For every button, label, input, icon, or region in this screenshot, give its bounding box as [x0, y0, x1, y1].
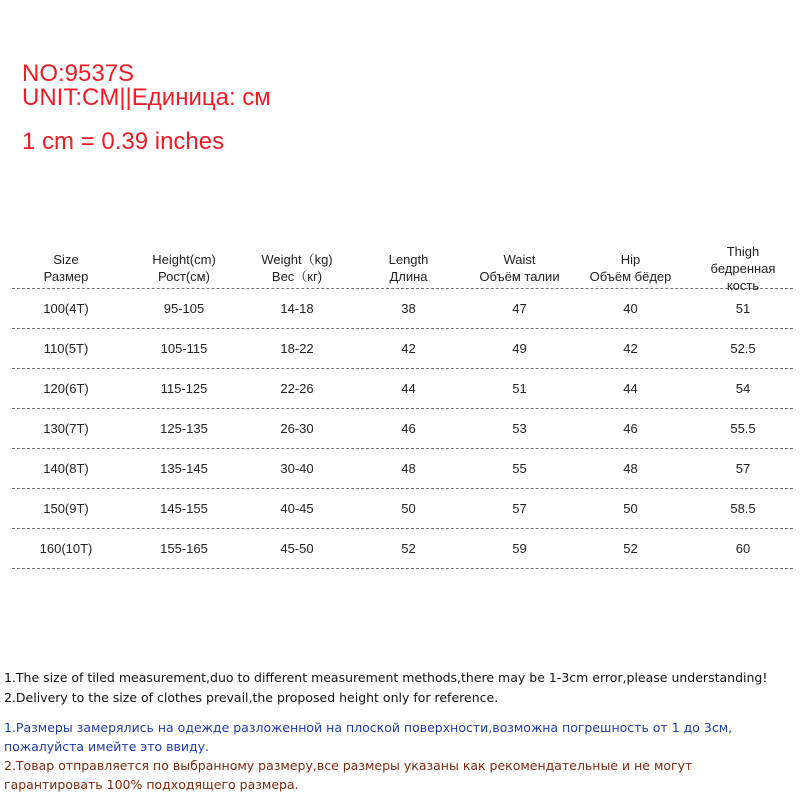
column-header-hip: [568, 251, 693, 285]
cell-height: 95-105: [163, 301, 205, 316]
cell-waist: 53: [512, 421, 527, 436]
cell-thigh: 58.5: [730, 501, 756, 516]
cell-thigh: 60: [735, 541, 751, 556]
table-row: [12, 449, 793, 489]
cell-size: 100(4T): [43, 301, 89, 316]
cell-length: 42: [401, 341, 416, 356]
cell-size: 110(5T): [43, 341, 89, 356]
cell-height: 105-115: [160, 341, 208, 356]
cell-waist: 47: [512, 301, 527, 316]
cell-weight: 18-22: [280, 341, 314, 356]
table-row: [12, 329, 793, 369]
table-row: [12, 409, 793, 449]
cell-size: 150(9T): [43, 501, 89, 516]
cell-size: 120(6T): [43, 381, 89, 396]
unit-label: UNIT:CM||Единица: см: [22, 84, 271, 111]
cell-weight: 26-30: [280, 421, 314, 436]
column-header-en: Height(cm): [152, 252, 216, 267]
cell-waist: 59: [512, 541, 527, 556]
column-header-en: Hip: [620, 252, 641, 267]
cell-length: 44: [401, 381, 416, 396]
cell-weight: 30-40: [280, 461, 314, 476]
cell-thigh: 57: [735, 461, 751, 476]
table-row: [12, 529, 793, 569]
cell-size: 130(7T): [43, 421, 89, 436]
russian-note-line: пожалуйста имейте это ввиду.: [4, 739, 209, 754]
cell-length: 38: [401, 301, 416, 316]
cell-waist: 55: [512, 461, 527, 476]
cell-hip: 42: [623, 341, 638, 356]
cell-thigh: 51: [735, 301, 751, 316]
cell-waist: 51: [512, 381, 527, 396]
column-header-ru: Вес（кг): [271, 269, 323, 284]
column-header-en: Length: [388, 252, 429, 267]
cell-height: 115-125: [160, 381, 208, 396]
cell-weight: 14-18: [280, 301, 314, 316]
cell-size: 140(8T): [43, 461, 89, 476]
cell-thigh: 52.5: [730, 341, 756, 356]
cell-hip: 48: [623, 461, 638, 476]
cell-height: 145-155: [160, 501, 208, 516]
column-header-height: [120, 251, 248, 285]
column-header-thigh: [693, 243, 793, 294]
cell-hip: 44: [623, 381, 638, 396]
cell-length: 46: [401, 421, 416, 436]
table-header-row: [12, 243, 793, 293]
model-number: NO:9537S: [22, 60, 135, 87]
column-header-ru: Размер: [43, 269, 89, 284]
russian-note-line: 2.Товар отправляется по выбранному размеру,все размеры указаны как рекомендательные и не могут: [4, 758, 693, 773]
english-note-1: 1.The size of tiled measurement,duo to different measurement methods,there may be 1-3cm error,please understanding!: [4, 670, 768, 685]
cell-length: 48: [401, 461, 416, 476]
column-header-ru: Рост(см): [158, 269, 210, 284]
cell-hip: 46: [623, 421, 638, 436]
russian-note-line: гарантировать 100% подходящего размера.: [4, 777, 299, 792]
cell-waist: 57: [512, 501, 527, 516]
column-header-en: Waist: [503, 252, 536, 267]
russian-note-line: 1.Размеры замерялись на одежде разложенной на плоской поверхности,возможна погрешность от 1 до 3см,: [4, 720, 733, 735]
english-notes: [4, 668, 800, 708]
russian-notes: [4, 718, 800, 794]
column-header-weight: [248, 251, 346, 285]
inch-conversion: 1 cm = 0.39 inches: [22, 128, 225, 155]
size-table: [12, 243, 793, 569]
cell-height: 155-165: [160, 541, 208, 556]
cell-weight: 45-50: [280, 541, 314, 556]
column-header-ru: Объём бёдер: [589, 269, 672, 284]
column-header-en: Thigh: [726, 243, 760, 259]
cell-hip: 50: [623, 501, 638, 516]
cell-length: 50: [401, 501, 416, 516]
cell-thigh: 55.5: [730, 421, 756, 436]
column-header-ru: бедренная кость: [710, 260, 776, 293]
table-row: [12, 369, 793, 409]
cell-hip: 52: [623, 541, 638, 556]
english-note-2: 2.Delivery to the size of clothes prevail,the proposed height only for reference.: [4, 690, 499, 705]
column-header-en: Weight（kg): [261, 252, 333, 267]
cell-size: 160(10T): [39, 541, 93, 556]
table-row: [12, 289, 793, 329]
column-header-waist: [471, 251, 568, 285]
cell-weight: 22-26: [280, 381, 314, 396]
column-header-size: [12, 251, 120, 285]
table-row: [12, 489, 793, 529]
cell-height: 135-145: [160, 461, 208, 476]
size-chart-header: [22, 62, 271, 154]
cell-length: 52: [401, 541, 416, 556]
column-header-length: [346, 251, 471, 285]
column-header-ru: Объём талии: [479, 269, 560, 284]
cell-thigh: 54: [735, 381, 751, 396]
cell-hip: 40: [623, 301, 638, 316]
cell-height: 125-135: [160, 421, 208, 436]
cell-waist: 49: [512, 341, 527, 356]
cell-weight: 40-45: [280, 501, 314, 516]
column-header-ru: Длина: [389, 269, 428, 284]
column-header-en: Size: [53, 252, 79, 267]
